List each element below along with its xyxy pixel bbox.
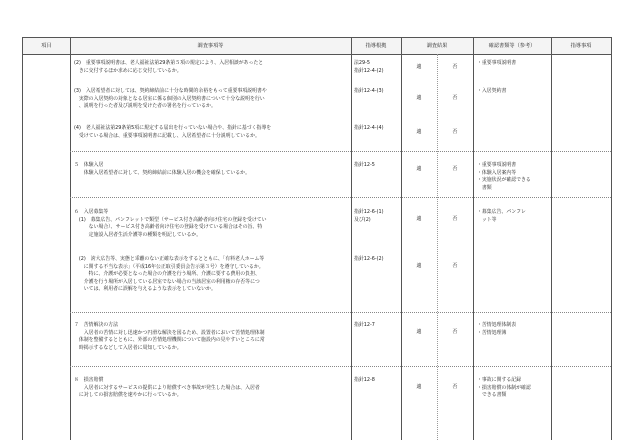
basis-text-line: 及び(2) [354,216,371,223]
basis-text [354,125,400,133]
content-text [74,88,350,111]
content-text-line: ８ 損害賠償 [74,377,104,383]
result-yes-mark: 適 [416,216,422,222]
content-text-line: ない場合）、サービス付き高齢者向け住宅の登録を受けている場合はその旨、特 [74,224,263,231]
basis-text [354,162,400,170]
content-text [74,162,350,177]
basis-text-line: 指針12-6-(2) [354,256,384,262]
documents-text [477,209,549,224]
content-text [74,256,350,294]
result-no-mark: 否 [452,95,458,101]
documents-text-line: ・体験入居案内等 [477,169,517,176]
content-text-line: (1) 募集広告、パンフレットで類型（サービス付き高齢者向け住宅の登録を受けてい [74,216,267,223]
content-text-line: (2) 誇大広告等、実態と乖離のない正確な表示をするとともに、「有料老人ホーム等 [74,256,265,262]
content-text [74,377,350,400]
header-content: 調査事項等 [197,43,224,49]
basis-text [354,377,400,385]
content-text [74,60,350,75]
basis-text-line: 指針12-4-(2) [354,67,384,74]
content-text [74,125,350,140]
content-text-line: ７ 苦情解決の方法 [74,322,119,328]
result-yes-mark: 適 [416,263,422,269]
header-basis: 指導根拠 [365,43,387,49]
documents-text [477,377,549,400]
content-text-line: 定施設入居者生活介護等の種類を明記しているか。 [74,231,202,238]
documents-text [477,88,549,96]
documents-text-line: できる書類 [477,392,507,399]
documents-text-line: ・事故に関する記録 [477,377,522,383]
content-text-line: 特に、介護が必要となった場合の介護を行う場所、介護に要する費用の負担、 [74,271,260,278]
documents-text-line: ・重要事項説明書 [477,162,517,168]
documents-text-line: ット等 [477,216,497,223]
basis-text-line: 法29-5 [354,60,370,66]
result-no-mark: 否 [452,384,458,390]
documents-text-line: ・損害賠償の体制が確認 [477,384,531,391]
content-text-line: ６ 入居募集等 [74,209,109,215]
documents-text-line: ・重要事項説明書 [477,60,517,66]
content-text-line: 実際の入居契約の対象となる居室に係る個別の入居契約書について十分な説明を行い [74,95,265,102]
basis-text-line: 指針12-7 [354,322,375,328]
content-text-line: 入居者の苦情に対し迅速かつ円滑な解決を図るため、設置者において苦情処理体制 [74,329,265,336]
content-text-line: に関する不当な表示」（平成16年公正取引委員会告示第３号）を遵守しているか。 [74,263,264,270]
section-separator [70,151,611,152]
content-text-line: いては、利用者に誤解を与えるような表示をしていないか。 [74,286,216,293]
documents-text-line: ・募集広告、パンフレ [477,209,526,215]
column-divider [70,38,71,440]
result-no-mark: 否 [452,216,458,222]
content-text-line: きに交付するほか求めに応じ交付しているか。 [74,67,182,74]
basis-text [354,88,400,96]
content-text-line: 体制を整備するとともに、外部の苦情処理機関について施設内の見やすいところに常 [74,337,265,344]
content-text-line: (3) 入居希望者に対しては、契約締結前に十分な時間的余裕をもって重要事項説明書や [74,88,267,94]
result-yes-mark: 適 [416,129,422,135]
content-text [74,322,350,352]
result-yes-mark: 適 [416,64,422,70]
result-yes-mark: 適 [416,166,422,172]
content-text-line: 体験入居希望者に対して、契約締結前に体験入居の機会を確保しているか。 [74,169,250,176]
content-text-line: 介護を行う場所が入居している居室でない場合の当該居室の利用権の存否等につ [74,278,260,285]
result-no-mark: 否 [452,64,458,70]
header-documents: 確認書類等（参考） [488,43,536,49]
basis-text-line: 指針12-6-(1) [354,209,384,215]
content-text-line: に対しての損害賠償を速やかに行っているか。 [74,392,182,399]
content-text [74,209,350,239]
result-no-mark: 否 [452,166,458,172]
result-divider [437,54,438,440]
documents-text [477,60,549,68]
documents-text [477,162,549,192]
content-text-line: 受けている場合は、重要事項説明書に記載し、入居希望者に十分説明しているか。 [74,132,260,139]
basis-text-line: 指針12-8 [354,377,375,383]
documents-text-line: ・実施状況が確認できる [477,177,531,184]
content-text-line: 入居者に対するサービスの提供により賠償すべき事故が発生した場合は、入居者 [74,384,260,391]
basis-text [354,60,400,75]
section-separator [70,366,611,367]
basis-text [354,209,400,224]
result-yes-mark: 適 [416,384,422,390]
column-divider [351,38,352,440]
result-no-mark: 否 [452,263,458,269]
section-separator [70,197,611,198]
section-separator [70,312,611,313]
basis-text-line: 指針12-4-(3) [354,88,384,94]
documents-text-line: ・入居契約書 [477,88,507,94]
table-header [23,38,611,55]
result-yes-mark: 適 [416,329,422,335]
header-guidance: 指導事項 [570,43,592,49]
column-divider [551,38,552,440]
basis-text [354,322,400,330]
result-yes-mark: 適 [416,95,422,101]
content-text-line: 時掲示するなどして入居者に周知しているか。 [74,344,182,351]
result-no-mark: 否 [452,329,458,335]
content-text-line: (2) 重要事項説明書は、老人福祉法第29条第５項の規定により、入居相談があったと [74,60,264,66]
header-result: 調査結果 [426,43,448,49]
documents-text-line: ・苦情処理簿 [477,329,507,336]
header-item: 項目 [41,43,52,49]
documents-text-line: 書類 [477,184,492,191]
column-divider [473,38,474,440]
basis-text-line: 指針12-4-(4) [354,125,384,131]
basis-text [354,256,400,264]
documents-text [477,322,549,337]
inspection-table [22,37,612,440]
documents-text-line: ・苦情処理体制表 [477,322,517,328]
content-text-line: 、説明を行った者及び説明を受けた者の署名を行っているか。 [74,103,216,110]
content-text-line: (4) 老人福祉法第29条第5項に規定する届出を行っていない場合や、指針に基づく指導を [74,125,272,131]
result-no-mark: 否 [452,129,458,135]
content-text-line: ５ 体験入居 [74,162,104,168]
basis-text-line: 指針12-5 [354,162,375,168]
